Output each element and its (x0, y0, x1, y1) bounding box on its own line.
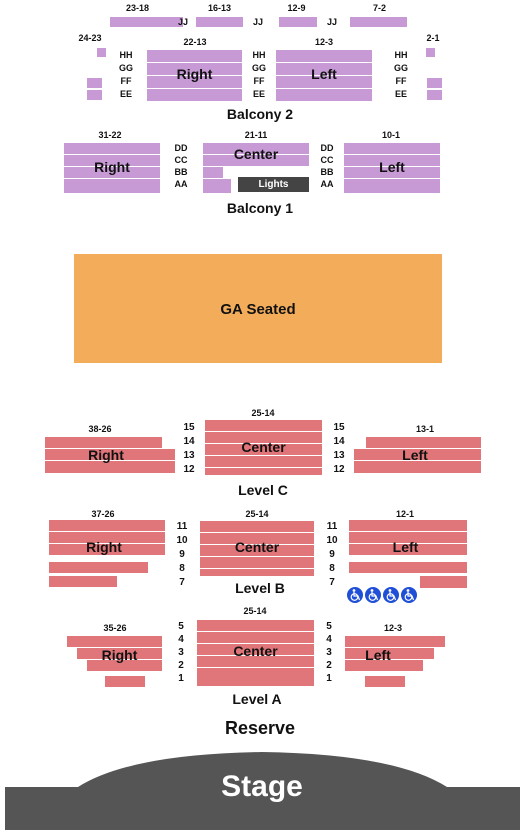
row-label: 2 (326, 660, 332, 671)
level-b-range-left: 12-1 (395, 509, 414, 519)
balcony-1-range-center: 21-11 (244, 130, 268, 140)
row-label: 9 (179, 549, 185, 560)
balcony-2-range-left: 12-3 (314, 37, 333, 47)
level-a-range-right: 35-26 (103, 623, 127, 633)
row-label: DD (174, 143, 188, 153)
level-b-title: Level B (235, 580, 285, 596)
level-c-range-left: 13-1 (415, 424, 434, 434)
level-b-center-row-8[interactable] (200, 557, 314, 568)
row-label: 12 (183, 464, 195, 475)
row-label: 5 (178, 621, 184, 632)
row-label: 10 (326, 535, 338, 546)
level-b-left-row-8[interactable] (349, 562, 467, 573)
balcony-1-right-row-dd[interactable] (64, 143, 160, 154)
balcony-2-range-7-2: 7-2 (372, 3, 386, 13)
level-b-right-row-8[interactable] (49, 562, 148, 573)
row-label: 14 (333, 436, 345, 447)
row-label: FF (120, 76, 132, 86)
row-label: 3 (178, 647, 184, 658)
level-a-title: Level A (232, 691, 282, 707)
balcony-2-row-jj: JJ (177, 17, 188, 27)
row-label: CC (320, 155, 334, 165)
row-label: CC (174, 155, 188, 165)
level-b-right-row-11[interactable] (49, 520, 165, 531)
balcony-2-row-jj: JJ (252, 17, 263, 27)
level-b-section-right: Right (86, 539, 122, 555)
balcony-1-center-row-bb[interactable] (203, 167, 223, 178)
row-label: 8 (179, 563, 185, 574)
balcony-1-section-center: Center (233, 146, 279, 162)
balcony-2-row-labels-right (111, 50, 141, 102)
balcony-2-range-far-right: 24-23 (78, 33, 102, 43)
row-label: DD (320, 143, 334, 153)
stage-label: Stage (221, 770, 303, 803)
row-label: 7 (179, 577, 185, 588)
row-label: BB (320, 167, 334, 177)
level-b-row-labels-left (323, 521, 341, 591)
row-label: 10 (176, 535, 188, 546)
level-a-range-center: 25-14 (243, 606, 267, 616)
level-a-center-row-4[interactable] (197, 632, 314, 643)
balcony-2-section-right: Right (176, 66, 213, 82)
balcony-2-far-right-ee[interactable] (87, 90, 102, 100)
wheelchair-icon (365, 587, 381, 603)
balcony-2-section-left: Left (311, 66, 337, 82)
wheelchair-icon (401, 587, 417, 603)
row-label: HH (394, 50, 408, 60)
level-c-range-center: 25-14 (251, 408, 275, 418)
row-label: 5 (326, 621, 332, 632)
level-a-center-row-1[interactable] (197, 668, 314, 686)
row-label: 15 (183, 422, 195, 433)
accessible-seating[interactable] (347, 587, 417, 603)
balcony-2-left-row-ee[interactable] (276, 89, 372, 101)
level-a-section-center: Center (233, 643, 278, 659)
level-a-left-row-2[interactable] (365, 676, 405, 687)
level-b-left-row-7[interactable] (420, 576, 467, 588)
level-b-section-center: Center (234, 539, 280, 555)
level-b-right-row-7[interactable] (49, 576, 117, 587)
row-label: 1 (326, 673, 332, 684)
row-label: 12 (333, 464, 345, 475)
balcony-1-range-left: 10-1 (381, 130, 400, 140)
level-a-row-labels-right (172, 621, 190, 686)
level-c-section-center: Center (241, 439, 286, 455)
level-b-center-row-11[interactable] (200, 521, 314, 532)
balcony-2-right-row-ee[interactable] (147, 89, 242, 101)
level-c-section-left: Left (402, 447, 428, 463)
lights-label: Lights (258, 179, 289, 190)
balcony-1-range-right: 31-22 (98, 130, 122, 140)
balcony-2-far-right-hh[interactable] (97, 48, 106, 57)
level-b-range-center: 25-14 (245, 509, 269, 519)
balcony-1-section-right: Right (94, 159, 130, 175)
level-a-center-row-5[interactable] (197, 620, 314, 631)
level-a-row-labels-left (320, 621, 338, 686)
row-label: AA (320, 179, 334, 189)
level-c-range-right: 38-26 (88, 424, 112, 434)
level-c-section-right: Right (88, 447, 124, 463)
row-label: 13 (333, 450, 345, 461)
row-label: FF (253, 76, 265, 86)
row-label: GG (251, 63, 266, 73)
row-label: 9 (329, 549, 335, 560)
balcony-2-range-far-left: 2-1 (426, 33, 440, 43)
row-label: FF (395, 76, 407, 86)
level-b-range-right: 37-26 (91, 509, 115, 519)
row-label: BB (174, 167, 188, 177)
row-label: GG (118, 63, 133, 73)
row-label: 11 (176, 521, 188, 532)
level-b-center-row-7[interactable] (200, 569, 314, 576)
row-label: GG (393, 63, 408, 73)
row-label: 14 (183, 436, 195, 447)
level-a-right-row-2[interactable] (105, 676, 145, 687)
level-c-center-row-12[interactable] (205, 456, 322, 467)
balcony-2-range-23-18: 23-18 (125, 3, 150, 13)
balcony-2-left-row-hh[interactable] (276, 50, 372, 62)
level-c-title: Level C (238, 482, 288, 498)
row-label: EE (252, 89, 265, 99)
balcony-2-range-right: 22-13 (183, 37, 207, 47)
balcony-2-row-jj: JJ (326, 17, 337, 27)
row-label: 3 (326, 647, 332, 658)
balcony-1-row-labels-left (312, 143, 342, 191)
balcony-1-center-row-aa[interactable] (203, 179, 231, 193)
balcony-2-jj-16-13[interactable] (196, 17, 243, 27)
level-c-center-row-11[interactable] (205, 468, 322, 475)
reserve-label: Reserve (224, 718, 296, 738)
row-label: 15 (333, 422, 345, 433)
row-label: EE (394, 89, 407, 99)
row-label: 4 (178, 634, 184, 645)
balcony-2-row-labels-mid (244, 50, 274, 102)
balcony-2-far-left-ee[interactable] (427, 90, 442, 100)
level-a-left-row-5[interactable] (345, 636, 445, 647)
balcony-2-far-left-hh[interactable] (426, 48, 435, 57)
row-label: 1 (178, 673, 184, 684)
wheelchair-icon (347, 587, 363, 603)
balcony-2-far-left-ff[interactable] (427, 78, 442, 88)
balcony-1-right-row-aa[interactable] (64, 179, 160, 193)
row-label: 4 (326, 634, 332, 645)
balcony-1-section-left: Left (379, 159, 405, 175)
level-c-center-row-15[interactable] (205, 420, 322, 431)
balcony-2-right-row-hh[interactable] (147, 50, 242, 62)
wheelchair-icon (383, 587, 399, 603)
level-b-left-row-11[interactable] (349, 520, 467, 531)
row-label: HH (119, 50, 133, 60)
row-label: 13 (183, 450, 195, 461)
balcony-2-row-labels-left (386, 50, 416, 102)
level-c-row-labels-left (330, 422, 348, 478)
level-a-section-right: Right (101, 647, 138, 663)
ga-seated-label: GA Seated (220, 301, 296, 318)
row-label: 7 (329, 577, 335, 588)
balcony-1-title: Balcony 1 (226, 200, 294, 216)
balcony-2-range-12-9: 12-9 (287, 3, 306, 13)
balcony-2-far-right-ff[interactable] (87, 78, 102, 88)
level-a-section-left: Left (365, 647, 391, 663)
row-label: HH (252, 50, 266, 60)
balcony-2-jj-7-2[interactable] (350, 17, 407, 27)
level-a-range-left: 12-3 (383, 623, 402, 633)
level-b-row-labels-right (173, 521, 191, 591)
balcony-2-title: Balcony 2 (226, 106, 294, 122)
balcony-2-jj-12-9[interactable] (279, 17, 317, 27)
balcony-1-row-labels-right (166, 143, 196, 191)
balcony-1-left-row-aa[interactable] (344, 179, 440, 193)
row-label: 8 (329, 563, 335, 574)
balcony-2-range-16-13: 16-13 (207, 3, 232, 13)
row-label: 2 (178, 660, 184, 671)
row-label: AA (174, 179, 188, 189)
level-b-section-left: Left (392, 539, 419, 555)
level-a-right-row-5[interactable] (67, 636, 162, 647)
balcony-1-left-row-dd[interactable] (344, 143, 440, 154)
level-c-row-labels-right (180, 422, 198, 478)
row-label: EE (119, 89, 132, 99)
row-label: 11 (326, 521, 338, 532)
